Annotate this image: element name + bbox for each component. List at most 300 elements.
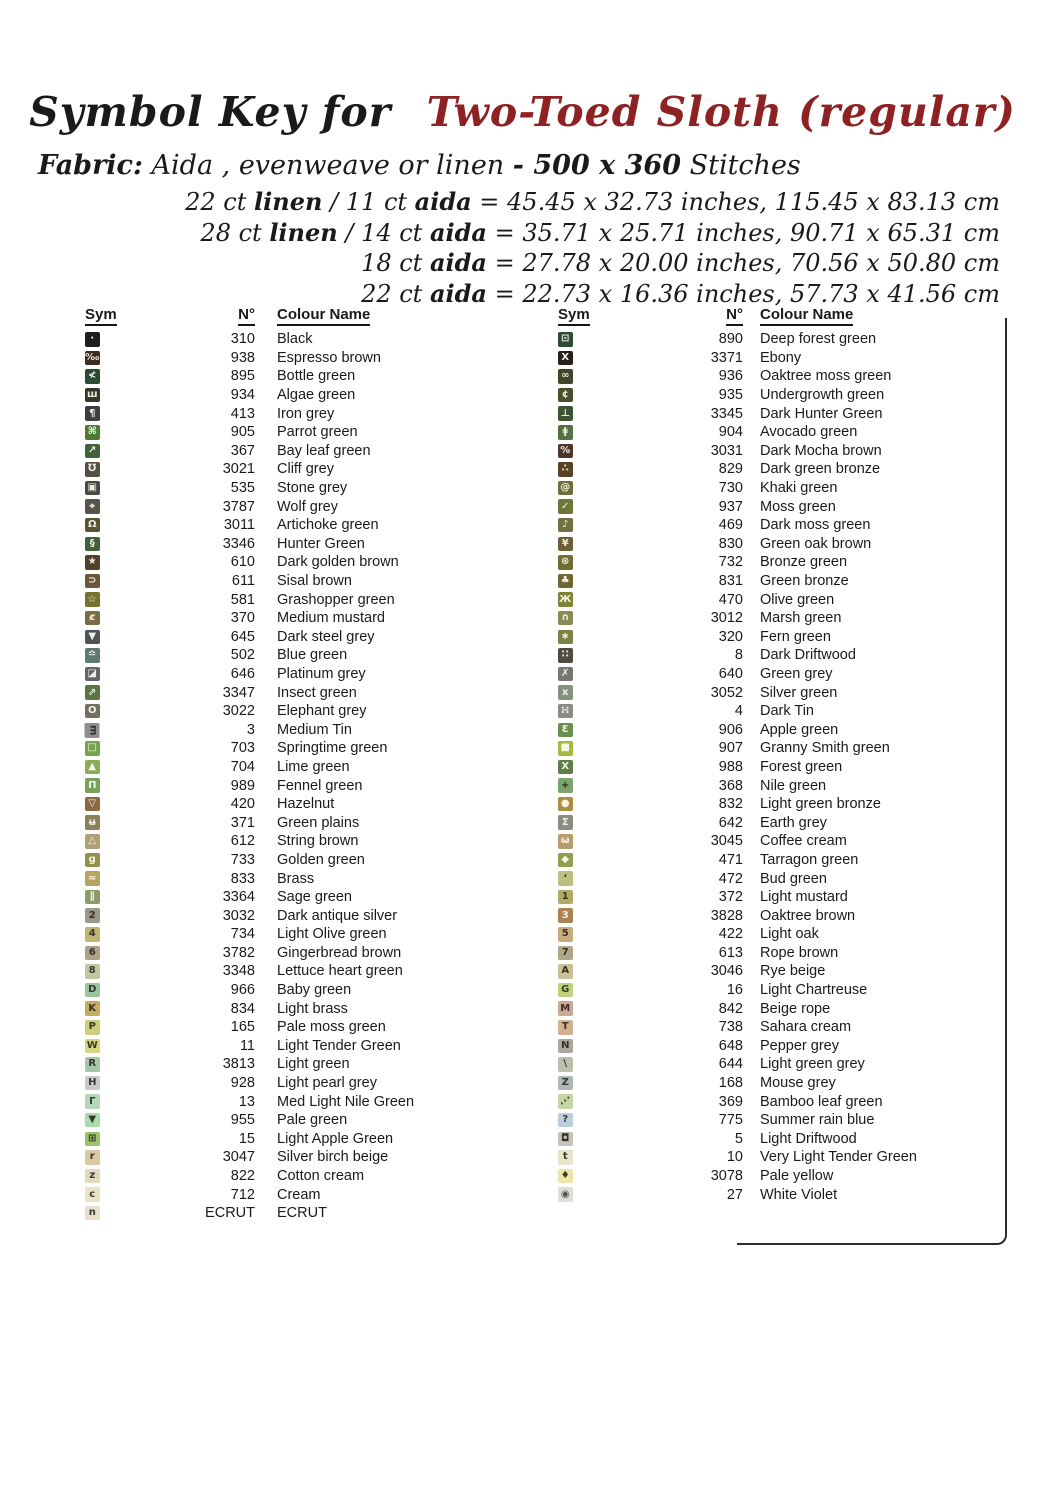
colour-name: Espresso brown xyxy=(277,349,381,366)
color-symbol: ∴ xyxy=(558,462,573,477)
color-symbol: G xyxy=(558,983,573,998)
thread-number: 3046 xyxy=(710,963,743,980)
table-row xyxy=(85,479,525,498)
color-symbol: N xyxy=(558,1039,573,1054)
table-row xyxy=(85,944,525,963)
thread-number: 648 xyxy=(718,1037,743,1054)
colour-name: Cotton cream xyxy=(277,1168,365,1185)
text-segment: 18 ct xyxy=(361,249,430,277)
colour-name: Pale moss green xyxy=(277,1019,386,1036)
thread-number: 3 xyxy=(246,721,255,738)
color-symbol: R xyxy=(85,1057,100,1072)
colour-name: Dark Mocha brown xyxy=(760,442,882,459)
table-row xyxy=(85,1018,525,1037)
color-symbol: ≮ xyxy=(85,369,100,384)
color-symbol: % xyxy=(558,444,573,459)
table-row xyxy=(85,888,525,907)
table-row xyxy=(85,851,525,870)
thread-number: 3348 xyxy=(222,963,255,980)
colour-name: Green oak brown xyxy=(760,535,872,552)
color-symbol: \ xyxy=(558,1057,573,1072)
thread-number: 738 xyxy=(718,1019,743,1036)
text-segment: 22 ct xyxy=(185,188,255,216)
color-symbol: ȼ xyxy=(85,611,100,626)
color-symbol: § xyxy=(85,537,100,552)
color-symbol: ▲ xyxy=(85,760,100,775)
table-row xyxy=(85,367,525,386)
color-symbol: ¶ xyxy=(85,406,100,421)
colour-name: Granny Smith green xyxy=(760,740,890,757)
color-symbol: ★ xyxy=(85,555,100,570)
thread-number: 3011 xyxy=(223,517,255,534)
thread-number: 612 xyxy=(230,833,255,850)
color-symbol: Σ xyxy=(558,815,573,830)
colour-name: Marsh green xyxy=(760,610,842,627)
text-segment: aida xyxy=(429,217,487,247)
thread-number: 420 xyxy=(230,796,255,813)
colour-name: Oaktree brown xyxy=(760,907,856,924)
header-sym: Sym xyxy=(85,306,115,323)
symbol-table-left xyxy=(85,306,525,1223)
table-header-row xyxy=(85,306,525,330)
thread-number: 895 xyxy=(230,368,255,385)
table-row xyxy=(85,497,525,516)
text-segment: aida xyxy=(429,278,487,308)
colour-name: Blue green xyxy=(277,647,348,664)
text-segment: Aida , evenweave or linen xyxy=(142,150,513,181)
header-sym: Sym xyxy=(558,306,588,323)
thread-number: 644 xyxy=(718,1056,743,1073)
color-symbol: ⋰ xyxy=(558,1094,573,1109)
thread-number: 645 xyxy=(230,628,255,645)
color-symbol: P xyxy=(85,1020,100,1035)
thread-number: 830 xyxy=(718,535,743,552)
thread-number: 935 xyxy=(718,387,743,404)
header-number: N° xyxy=(238,306,255,323)
colour-name: Cream xyxy=(277,1186,321,1203)
colour-name: Earth grey xyxy=(760,814,827,831)
table-row xyxy=(85,962,525,981)
colour-name: Bronze green xyxy=(760,554,848,571)
thread-number: 833 xyxy=(230,870,255,887)
table-row xyxy=(85,776,525,795)
colour-name: Khaki green xyxy=(760,480,838,497)
thread-number: ECRUT xyxy=(205,1205,255,1222)
table-row xyxy=(85,386,525,405)
thread-number: 370 xyxy=(230,610,255,627)
color-symbol: 1 xyxy=(558,890,573,905)
colour-name: Pepper grey xyxy=(760,1037,839,1054)
thread-number: 371 xyxy=(230,814,255,831)
colour-name: Green plains xyxy=(277,814,360,831)
colour-name: Green bronze xyxy=(760,573,849,590)
table-row xyxy=(85,758,525,777)
thread-number: 3813 xyxy=(222,1056,255,1073)
table-row xyxy=(85,423,525,442)
table-row xyxy=(85,683,525,702)
thread-number: 3031 xyxy=(710,442,743,459)
color-symbol: n xyxy=(85,1206,100,1221)
colour-name: Light Olive green xyxy=(277,926,387,943)
thread-number: 27 xyxy=(726,1186,743,1203)
thread-number: 611 xyxy=(231,573,255,590)
thread-number: 937 xyxy=(718,498,743,515)
table-row xyxy=(85,553,525,572)
color-symbol: A xyxy=(558,964,573,979)
color-symbol: 4 xyxy=(85,927,100,942)
colour-name: Mouse grey xyxy=(760,1075,836,1092)
color-symbol: X xyxy=(558,351,573,366)
thread-number: 3022 xyxy=(222,703,255,720)
table-row xyxy=(85,646,525,665)
color-symbol: ♣ xyxy=(558,574,573,589)
table-row xyxy=(85,1185,525,1204)
colour-name: Sahara cream xyxy=(760,1019,852,1036)
table-row xyxy=(85,665,525,684)
colour-name: Moss green xyxy=(760,498,836,515)
thread-number: 3047 xyxy=(222,1149,255,1166)
thread-number: 890 xyxy=(718,331,743,348)
thread-number: 907 xyxy=(718,740,743,757)
color-symbol: ¢ xyxy=(558,388,573,403)
thread-number: 5 xyxy=(734,1130,743,1147)
colour-name: Undergrowth green xyxy=(760,387,885,404)
table-row xyxy=(85,906,525,925)
colour-name: Springtime green xyxy=(277,740,388,757)
thread-number: 842 xyxy=(718,1000,743,1017)
colour-name: Light Tender Green xyxy=(277,1037,401,1054)
color-symbol: 2 xyxy=(85,908,100,923)
thread-number: 834 xyxy=(230,1000,255,1017)
colour-name: Olive green xyxy=(760,591,835,608)
colour-name: Lime green xyxy=(277,758,350,775)
table-row xyxy=(85,349,525,368)
color-symbol: g xyxy=(85,853,100,868)
thread-number: 3345 xyxy=(710,405,743,422)
thread-number: 829 xyxy=(718,461,743,478)
color-symbol: ⌘ xyxy=(85,425,100,440)
color-symbol: Z xyxy=(558,1076,573,1091)
colour-name: Wolf grey xyxy=(277,498,338,515)
color-symbol: Ω xyxy=(85,518,100,533)
color-symbol: ✓ xyxy=(558,499,573,514)
text-segment: / 14 ct xyxy=(337,218,430,247)
text-segment: linen xyxy=(254,187,323,216)
table-rows-left xyxy=(85,330,525,1223)
color-symbol: ● xyxy=(558,797,573,812)
thread-number: 610 xyxy=(230,554,255,571)
color-symbol: 8 xyxy=(85,964,100,979)
colour-name: Dark green bronze xyxy=(760,461,881,478)
thread-number: 3012 xyxy=(710,610,743,627)
header-number: N° xyxy=(726,306,743,323)
colour-name: Dark antique silver xyxy=(277,907,398,924)
color-symbol: ∷ xyxy=(558,648,573,663)
colour-name: Black xyxy=(277,331,313,348)
thread-number: 3782 xyxy=(222,944,255,961)
table-row xyxy=(85,925,525,944)
color-symbol: ‘ xyxy=(558,871,573,886)
colour-name: Coffee cream xyxy=(760,833,847,850)
color-symbol: ⌖ xyxy=(85,499,100,514)
color-symbol: ‰ xyxy=(85,351,100,366)
colour-name: Med Light Nile Green xyxy=(277,1093,415,1110)
color-symbol: @ xyxy=(558,481,573,496)
color-symbol: z xyxy=(85,1169,100,1184)
colour-name: Rye beige xyxy=(760,963,826,980)
thread-number: 732 xyxy=(718,554,743,571)
color-symbol: ☆ xyxy=(85,592,100,607)
page-title xyxy=(0,88,1045,136)
colour-name: Light Apple Green xyxy=(277,1130,394,1147)
thread-number: 320 xyxy=(718,628,743,645)
fabric-info-line xyxy=(38,150,801,181)
thread-number: 775 xyxy=(718,1112,743,1129)
colour-name: Gingerbread brown xyxy=(277,944,402,961)
colour-name: Summer rain blue xyxy=(760,1112,875,1129)
color-symbol: ≈ xyxy=(85,871,100,886)
thread-number: 642 xyxy=(718,814,743,831)
color-symbol: ω xyxy=(558,834,573,849)
table-row xyxy=(85,1167,525,1186)
table-row xyxy=(85,572,525,591)
colour-name: Light Driftwood xyxy=(760,1130,857,1147)
thread-number: 422 xyxy=(718,926,743,943)
color-symbol: D xyxy=(85,983,100,998)
thread-number: 3828 xyxy=(710,907,743,924)
thread-number: 372 xyxy=(718,889,743,906)
fabric-size-line xyxy=(0,279,1000,310)
fabric-size-line xyxy=(0,248,1000,279)
table-row xyxy=(85,795,525,814)
thread-number: 310 xyxy=(230,331,255,348)
table-row xyxy=(85,1204,525,1223)
color-symbol: ✗ xyxy=(558,667,573,682)
color-symbol: ⊛ xyxy=(558,555,573,570)
colour-name: Oaktree moss green xyxy=(760,368,892,385)
thread-number: 646 xyxy=(230,665,255,682)
thread-number: 4 xyxy=(734,703,743,720)
thread-number: 369 xyxy=(718,1093,743,1110)
color-symbol: M xyxy=(558,1001,573,1016)
colour-name: Hazelnut xyxy=(277,796,335,813)
colour-name: Light oak xyxy=(760,926,819,943)
color-symbol: Γ xyxy=(85,1094,100,1109)
fabric-size-line xyxy=(0,218,1000,249)
text-segment: / 11 ct xyxy=(322,188,415,216)
text-segment: aida xyxy=(429,248,487,277)
colour-name: Apple green xyxy=(760,721,839,738)
colour-name: Pale yellow xyxy=(760,1168,834,1185)
thread-number: 730 xyxy=(718,480,743,497)
color-symbol: ⊥ xyxy=(558,406,573,421)
thread-number: 165 xyxy=(230,1019,255,1036)
table-row xyxy=(85,535,525,554)
color-symbol: ≏ xyxy=(85,648,100,663)
color-symbol: O xyxy=(85,704,100,719)
color-symbol: ↗ xyxy=(85,444,100,459)
color-symbol: ■ xyxy=(558,741,573,756)
thread-number: 11 xyxy=(239,1037,255,1054)
table-row xyxy=(85,1148,525,1167)
thread-number: 905 xyxy=(230,424,255,441)
table-row xyxy=(85,404,525,423)
color-symbol: Π xyxy=(85,778,100,793)
colour-name: Nile green xyxy=(760,777,827,794)
colour-name: Grashopper green xyxy=(277,591,395,608)
colour-name: Tarragon green xyxy=(760,851,859,868)
color-symbol: □ xyxy=(85,741,100,756)
color-symbol: ⊃ xyxy=(85,574,100,589)
thread-number: 640 xyxy=(718,665,743,682)
thread-number: 906 xyxy=(718,721,743,738)
thread-number: 938 xyxy=(230,349,255,366)
thread-number: 581 xyxy=(230,591,255,608)
colour-name: Light green grey xyxy=(760,1056,865,1073)
colour-name: Lettuce heart green xyxy=(277,963,403,980)
color-symbol: ♦ xyxy=(558,1169,573,1184)
table-row xyxy=(85,869,525,888)
colour-name: Deep forest green xyxy=(760,331,877,348)
thread-number: 3347 xyxy=(222,684,255,701)
thread-number: 367 xyxy=(230,442,255,459)
thread-number: 712 xyxy=(230,1186,255,1203)
color-symbol: ℧ xyxy=(85,462,100,477)
thread-number: 472 xyxy=(718,870,743,887)
color-symbol: ∺ xyxy=(558,704,573,719)
table-row xyxy=(85,628,525,647)
colour-name: Light pearl grey xyxy=(277,1075,377,1092)
text-segment: = 45.45 x 32.73 inches, 115.45 x 83.13 cm xyxy=(471,188,1000,216)
colour-name: Pale green xyxy=(277,1112,348,1129)
colour-name: Elephant grey xyxy=(277,703,367,720)
colour-name: Forest green xyxy=(760,758,843,775)
table-row xyxy=(85,1130,525,1149)
colour-name: Brass xyxy=(277,870,315,887)
color-symbol: X xyxy=(558,760,573,775)
thread-number: 966 xyxy=(230,982,255,999)
colour-name: Beige rope xyxy=(760,1000,831,1017)
table-row xyxy=(85,702,525,721)
colour-name: Dark steel grey xyxy=(277,628,375,645)
color-symbol: ? xyxy=(558,1113,573,1128)
thread-number: 955 xyxy=(230,1112,255,1129)
thread-number: 3032 xyxy=(222,907,255,924)
color-symbol: t xyxy=(558,1150,573,1165)
colour-name: Stone grey xyxy=(277,480,348,497)
thread-number: 3346 xyxy=(222,535,255,552)
table-row xyxy=(85,813,525,832)
color-symbol: ш xyxy=(85,388,100,403)
color-symbol: ⇗ xyxy=(85,685,100,700)
color-symbol: ▽ xyxy=(85,797,100,812)
color-symbol: H xyxy=(85,1076,100,1091)
colour-name: Dark Driftwood xyxy=(760,647,856,664)
thread-number: 3045 xyxy=(710,833,743,850)
table-row xyxy=(85,999,525,1018)
colour-name: Rope brown xyxy=(760,944,839,961)
fabric-size-line xyxy=(0,187,1000,218)
color-symbol: Ж xyxy=(558,592,573,607)
color-symbol: ▼ xyxy=(85,1113,100,1128)
color-symbol: ⊡ xyxy=(558,332,573,347)
colour-name: Medium Tin xyxy=(277,721,352,738)
colour-name: Fern green xyxy=(760,628,831,645)
colour-name: Medium mustard xyxy=(277,610,385,627)
page-title-prefix: Symbol Key for xyxy=(29,88,392,136)
colour-name: Artichoke green xyxy=(277,517,379,534)
colour-name: Sisal brown xyxy=(277,573,352,590)
thread-number: 734 xyxy=(230,926,255,943)
color-symbol: ¥ xyxy=(558,537,573,552)
thread-number: 471 xyxy=(718,851,743,868)
colour-name: Sage green xyxy=(277,889,352,906)
colour-name: Iron grey xyxy=(277,405,335,422)
thread-number: 368 xyxy=(718,777,743,794)
thread-number: 3364 xyxy=(222,889,255,906)
color-symbol: ∩ xyxy=(558,611,573,626)
header-colour-name: Colour Name xyxy=(760,306,1004,323)
color-symbol: ◉ xyxy=(558,1187,573,1202)
thread-number: 3371 xyxy=(710,349,743,366)
colour-name: Baby green xyxy=(277,982,352,999)
colour-name: Very Light Tender Green xyxy=(760,1149,917,1166)
color-symbol: ♪ xyxy=(558,518,573,533)
thread-number: 15 xyxy=(238,1130,255,1147)
thread-number: 704 xyxy=(230,758,255,775)
table-row xyxy=(85,330,525,349)
colour-name: Dark moss green xyxy=(760,517,871,534)
thread-number: 535 xyxy=(230,480,255,497)
table-row xyxy=(85,739,525,758)
thread-number: 3787 xyxy=(222,498,255,515)
colour-name: Light green xyxy=(277,1056,350,1073)
color-symbol: 5 xyxy=(558,927,573,942)
thread-number: 934 xyxy=(230,387,255,404)
colour-name: Golden green xyxy=(277,851,365,868)
text-segment: Fabric: xyxy=(38,150,143,181)
color-symbol: ▼ xyxy=(85,630,100,645)
page-title-project-name: Two-Toed Sloth (regular) xyxy=(426,88,1016,136)
thread-number: 936 xyxy=(718,368,743,385)
colour-name: Avocado green xyxy=(760,424,858,441)
color-symbol: W xyxy=(85,1039,100,1054)
color-symbol: c xyxy=(85,1187,100,1202)
text-segment: aida xyxy=(414,187,472,216)
color-symbol: T xyxy=(558,1020,573,1035)
table-row xyxy=(85,516,525,535)
colour-name: Silver green xyxy=(760,684,838,701)
colour-name: Fennel green xyxy=(277,777,363,794)
thread-number: 822 xyxy=(230,1168,255,1185)
colour-name: Insect green xyxy=(277,684,357,701)
colour-name: Dark golden brown xyxy=(277,554,399,571)
table-row xyxy=(85,720,525,739)
table-row xyxy=(85,1055,525,1074)
table-row xyxy=(85,590,525,609)
table-row xyxy=(85,1111,525,1130)
colour-name: White Violet xyxy=(760,1186,838,1203)
color-symbol: △ xyxy=(85,834,100,849)
colour-name: Silver birch beige xyxy=(277,1149,389,1166)
table-row xyxy=(85,1092,525,1111)
thread-number: 3052 xyxy=(710,684,743,701)
color-symbol: K xyxy=(85,1001,100,1016)
text-segment: - 500 x 360 xyxy=(512,150,682,181)
thread-number: 733 xyxy=(230,851,255,868)
colour-name: Bottle green xyxy=(277,368,356,385)
thread-number: 168 xyxy=(718,1075,743,1092)
